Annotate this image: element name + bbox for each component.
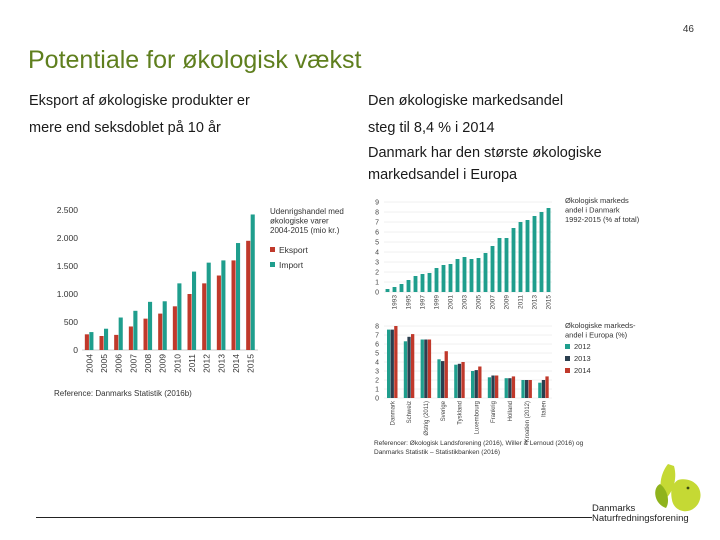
bar-2012 bbox=[421, 340, 424, 399]
x-tick-label: 2013 bbox=[216, 354, 227, 373]
y-tick-label: 0 bbox=[73, 345, 78, 355]
x-tick-label: Italien bbox=[541, 401, 548, 418]
chart-title: andel i Europa (%) bbox=[565, 330, 628, 340]
bar-market-share bbox=[407, 280, 411, 292]
bar-market-share bbox=[449, 264, 453, 292]
bar-eksport bbox=[158, 314, 162, 350]
bar-2012 bbox=[404, 341, 407, 398]
bar-market-share bbox=[421, 274, 425, 292]
bar-import bbox=[192, 272, 196, 350]
x-tick-label: 1993 bbox=[391, 295, 399, 310]
x-tick-label: 2015 bbox=[545, 295, 553, 310]
bar-2012 bbox=[387, 330, 390, 398]
chart-title: 1992-2015 (% af total) bbox=[565, 215, 640, 224]
x-tick-label: 2014 bbox=[231, 354, 241, 373]
y-tick-label: 0 bbox=[375, 395, 379, 403]
bar-import bbox=[236, 243, 240, 350]
x-tick-label: 2007 bbox=[489, 295, 497, 310]
bar-2013 bbox=[407, 337, 410, 398]
bar-2014 bbox=[478, 367, 481, 399]
bar-eksport bbox=[232, 260, 236, 350]
bar-2013 bbox=[458, 364, 461, 398]
bar-market-share bbox=[491, 246, 495, 292]
bar-eksport bbox=[188, 294, 192, 350]
left-text-line: mere end seksdoblet på 10 år bbox=[29, 120, 221, 136]
bar-2013 bbox=[424, 340, 427, 399]
bar-eksport bbox=[246, 241, 250, 350]
logo-text-line: Naturfredningsforening bbox=[592, 513, 689, 524]
bar-eksport bbox=[100, 336, 104, 350]
x-tick-label: 2007 bbox=[128, 354, 139, 373]
legend-swatch bbox=[270, 247, 275, 252]
x-tick-label: 2005 bbox=[475, 295, 483, 310]
bar-2013 bbox=[475, 370, 478, 398]
x-tick-label: Schweiz bbox=[407, 401, 414, 424]
bar-market-share bbox=[505, 238, 509, 292]
bar-2014 bbox=[411, 334, 414, 398]
bar-import bbox=[148, 302, 152, 350]
europe-market-share-chart bbox=[360, 318, 680, 463]
x-tick-label: 2008 bbox=[143, 354, 153, 373]
bar-market-share bbox=[540, 212, 544, 292]
chart-title: Økologisk markeds bbox=[565, 196, 629, 205]
bar-2013 bbox=[391, 330, 394, 398]
x-tick-label: 2012 bbox=[201, 354, 212, 373]
bar-market-share bbox=[512, 228, 516, 292]
y-tick-label: 1 bbox=[375, 386, 379, 394]
right-text-market-share bbox=[368, 88, 668, 142]
y-tick-label: 7 bbox=[375, 219, 379, 227]
left-text-line: Eksport af økologiske produkter er bbox=[29, 93, 250, 109]
bar-2014 bbox=[394, 326, 397, 398]
y-tick-label: 500 bbox=[63, 317, 78, 327]
right-text-line: Den økologiske markedsandel bbox=[368, 93, 564, 109]
trade-chart bbox=[50, 200, 360, 410]
bar-import bbox=[104, 329, 108, 350]
right-text-line: steg til 8,4 % i 2014 bbox=[368, 120, 495, 136]
legend-label: 2012 bbox=[574, 342, 591, 351]
y-tick-label: 1 bbox=[375, 279, 379, 287]
legend-label: Import bbox=[279, 260, 304, 270]
x-tick-label: 2005 bbox=[99, 354, 109, 373]
bar-import bbox=[163, 301, 167, 350]
footer-divider bbox=[36, 517, 592, 518]
legend-swatch bbox=[565, 356, 570, 361]
bar-2013 bbox=[508, 378, 511, 398]
x-tick-label: 2011 bbox=[517, 295, 525, 309]
x-tick-label: Frankrig bbox=[491, 401, 498, 424]
bar-2014 bbox=[461, 362, 464, 398]
x-tick-label: 1999 bbox=[433, 295, 441, 310]
x-tick-label: 2009 bbox=[503, 295, 511, 310]
y-tick-label: 4 bbox=[375, 359, 379, 367]
bar-market-share bbox=[428, 273, 432, 292]
bar-2014 bbox=[445, 351, 448, 398]
x-tick-label: Luxembourg bbox=[474, 401, 481, 435]
y-tick-label: 8 bbox=[375, 323, 379, 331]
bar-eksport bbox=[144, 319, 148, 350]
bar-market-share bbox=[442, 265, 446, 292]
y-tick-label: 8 bbox=[375, 209, 379, 217]
y-tick-label: 6 bbox=[375, 341, 379, 349]
chart-reference: Danmarks Statistik – Statistikbanken (2016) bbox=[374, 449, 501, 456]
x-tick-label: 1995 bbox=[405, 295, 413, 310]
bar-2012 bbox=[454, 365, 457, 398]
y-tick-label: 1.500 bbox=[56, 261, 78, 271]
bar-market-share bbox=[393, 287, 397, 292]
chart-title: økologiske varer bbox=[270, 216, 329, 226]
legend-label: 2013 bbox=[574, 354, 591, 363]
bar-market-share bbox=[470, 259, 474, 292]
slide-title: Potentiale for økologisk vækst bbox=[28, 46, 362, 74]
bar-eksport bbox=[114, 335, 118, 350]
bar-2012 bbox=[471, 371, 474, 398]
bar-market-share bbox=[435, 268, 439, 292]
x-tick-label: Sverige bbox=[440, 401, 447, 422]
legend-swatch bbox=[270, 262, 275, 267]
y-tick-label: 2.000 bbox=[56, 233, 78, 243]
x-tick-label: 2013 bbox=[531, 295, 539, 310]
x-tick-label: Danmark bbox=[390, 401, 397, 426]
legend-label: Eksport bbox=[279, 245, 308, 255]
bar-market-share bbox=[484, 253, 488, 292]
bar-2012 bbox=[437, 359, 440, 398]
bar-2014 bbox=[529, 380, 532, 398]
x-tick-label: 1997 bbox=[419, 295, 427, 310]
chart-reference: Reference: Danmarks Statistik (2016b) bbox=[54, 389, 192, 398]
bar-import bbox=[133, 311, 137, 350]
y-tick-label: 3 bbox=[375, 368, 379, 376]
dn-logo bbox=[590, 460, 710, 535]
x-tick-label: 2011 bbox=[187, 354, 197, 373]
bar-market-share bbox=[477, 258, 481, 292]
right-text-line: Danmark har den største økologiske bbox=[368, 145, 602, 161]
bar-2012 bbox=[521, 380, 524, 398]
right-text-europe bbox=[368, 142, 668, 186]
bar-2014 bbox=[495, 376, 498, 399]
y-tick-label: 1.000 bbox=[56, 289, 78, 299]
bar-import bbox=[177, 283, 181, 350]
logo-text-line: Danmarks bbox=[592, 503, 636, 514]
x-tick-label: 2001 bbox=[447, 295, 455, 310]
bar-market-share bbox=[414, 276, 418, 292]
chart-title: andel i Danmark bbox=[565, 205, 620, 215]
bar-2014 bbox=[545, 376, 548, 398]
bar-import bbox=[207, 263, 211, 350]
x-tick-label: 2009 bbox=[157, 354, 168, 373]
bar-market-share bbox=[547, 208, 551, 292]
bar-market-share bbox=[519, 222, 523, 292]
y-tick-label: 6 bbox=[375, 229, 379, 237]
bar-market-share bbox=[456, 259, 460, 292]
y-tick-label: 4 bbox=[375, 249, 379, 257]
bar-2012 bbox=[488, 377, 491, 398]
bar-market-share bbox=[498, 238, 502, 292]
x-tick-label: Tyskland bbox=[457, 401, 464, 425]
y-tick-label: 2 bbox=[375, 269, 379, 277]
bar-market-share bbox=[386, 289, 390, 292]
right-text-line: markedsandel i Europa bbox=[368, 167, 518, 183]
bar-2013 bbox=[542, 380, 545, 398]
x-tick-label: 2004 bbox=[84, 354, 95, 373]
bar-market-share bbox=[400, 284, 404, 292]
bar-import bbox=[221, 260, 225, 350]
chart-title: Udenrigshandel med bbox=[270, 207, 344, 216]
bar-2013 bbox=[491, 376, 494, 399]
bar-2013 bbox=[525, 380, 528, 398]
bar-2014 bbox=[428, 340, 431, 399]
left-text bbox=[29, 88, 329, 142]
bar-2013 bbox=[441, 361, 444, 398]
bar-eksport bbox=[217, 276, 221, 350]
x-tick-label: Kroatien (2012) bbox=[524, 401, 531, 443]
chart-reference: Referencer: Økologisk Landsforening (2016), Willer & Lernoud (2016) og bbox=[374, 440, 584, 447]
bar-eksport bbox=[173, 306, 177, 350]
legend-label: 2014 bbox=[574, 366, 591, 375]
chart-title: 2004-2015 (mio kr.) bbox=[270, 226, 340, 235]
y-tick-label: 5 bbox=[375, 350, 379, 358]
bar-import bbox=[251, 214, 255, 350]
y-tick-label: 7 bbox=[375, 332, 379, 340]
chart-title: Økologiske markeds- bbox=[565, 321, 636, 330]
bar-market-share bbox=[463, 257, 467, 292]
legend-swatch bbox=[565, 344, 570, 349]
bar-eksport bbox=[85, 334, 89, 350]
y-tick-label: 2 bbox=[375, 377, 379, 385]
bar-market-share bbox=[526, 220, 530, 292]
y-tick-label: 0 bbox=[375, 289, 379, 297]
x-tick-label: 2003 bbox=[461, 295, 469, 310]
bar-2012 bbox=[505, 378, 508, 398]
y-tick-label: 9 bbox=[375, 199, 379, 207]
legend-swatch bbox=[565, 368, 570, 373]
page-number: 46 bbox=[682, 24, 694, 35]
dk-market-share-chart bbox=[360, 192, 680, 317]
bar-import bbox=[119, 318, 123, 350]
x-tick-label: 2006 bbox=[113, 354, 124, 373]
x-tick-label: 2015 bbox=[245, 354, 256, 373]
bar-market-share bbox=[533, 216, 537, 292]
x-tick-label: Østrig (2011) bbox=[424, 401, 430, 436]
y-tick-label: 3 bbox=[375, 259, 379, 267]
x-tick-label: Holland bbox=[508, 401, 514, 422]
x-tick-label: 2010 bbox=[172, 354, 183, 373]
y-tick-label: 5 bbox=[375, 239, 379, 247]
bar-import bbox=[89, 332, 93, 350]
bar-eksport bbox=[129, 326, 133, 350]
bar-2012 bbox=[538, 383, 541, 398]
bar-eksport bbox=[202, 283, 206, 350]
bar-2014 bbox=[512, 376, 515, 398]
y-tick-label: 2.500 bbox=[56, 205, 78, 215]
